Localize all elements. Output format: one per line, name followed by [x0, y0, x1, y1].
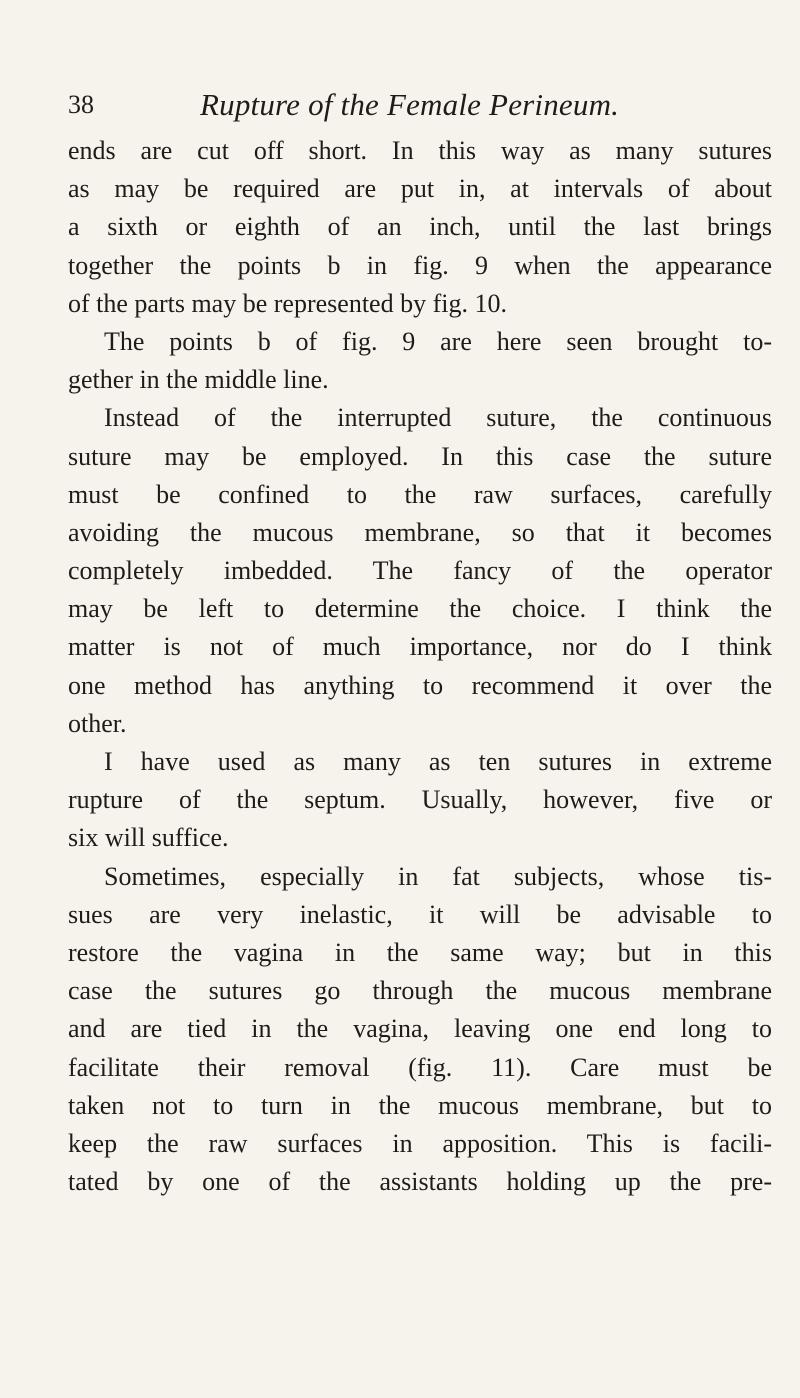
text-line: sues are very inelastic, it will be advisable to — [68, 899, 772, 929]
text-line: The points b of fig. 9 are here seen brought to- — [104, 326, 772, 356]
text-line: and are tied in the vagina, leaving one end long to — [68, 1014, 772, 1044]
text-line: ends are cut off short. In this way as many sutures — [68, 136, 772, 165]
text-line: one method has anything to recommend it over the — [68, 670, 772, 700]
text-line: taken not to turn in the mucous membrane, but to — [68, 1090, 772, 1120]
text-line: six will suffice. — [68, 823, 229, 853]
text-line: matter is not of much importance, nor do I think — [68, 632, 772, 662]
text-line: suture may be employed. In this case the suture — [68, 441, 772, 471]
running-head — [68, 88, 768, 128]
running-title: Rupture of the Female Perineum. — [200, 87, 620, 122]
text-line: must be confined to the raw surfaces, carefully — [68, 479, 772, 509]
page-number: 38 — [68, 90, 94, 119]
text-line: of the parts may be represented by fig. 10. — [68, 288, 507, 318]
text-line: other. — [68, 708, 127, 738]
text-line: rupture of the septum. Usually, however, five or — [68, 785, 772, 815]
text-line: gether in the middle line. — [68, 365, 329, 395]
text-line: case the sutures go through the mucous membrane — [68, 976, 772, 1006]
text-line: a sixth or eighth of an inch, until the last brings — [68, 212, 772, 242]
text-line: completely imbedded. The fancy of the operator — [68, 556, 772, 586]
text-line: restore the vagina in the same way; but in this — [68, 937, 772, 967]
text-line: Sometimes, especially in fat subjects, whose tis- — [104, 861, 772, 891]
text-line: avoiding the mucous membrane, so that it becomes — [68, 517, 772, 547]
text-line: tated by one of the assistants holding up the pre- — [68, 1167, 772, 1197]
text-line: keep the raw surfaces in apposition. This is facili- — [68, 1128, 772, 1158]
body-text — [68, 132, 772, 1201]
text-line: facilitate their removal (fig. 11). Care must be — [68, 1052, 772, 1082]
text-line: together the points b in fig. 9 when the appearance — [68, 250, 772, 280]
text-line: Instead of the interrupted suture, the continuous — [104, 403, 772, 433]
text-line: as may be required are put in, at intervals of about — [68, 174, 772, 204]
text-line: I have used as many as ten sutures in extreme — [104, 747, 772, 776]
text-line: may be left to determine the choice. I think the — [68, 594, 772, 624]
